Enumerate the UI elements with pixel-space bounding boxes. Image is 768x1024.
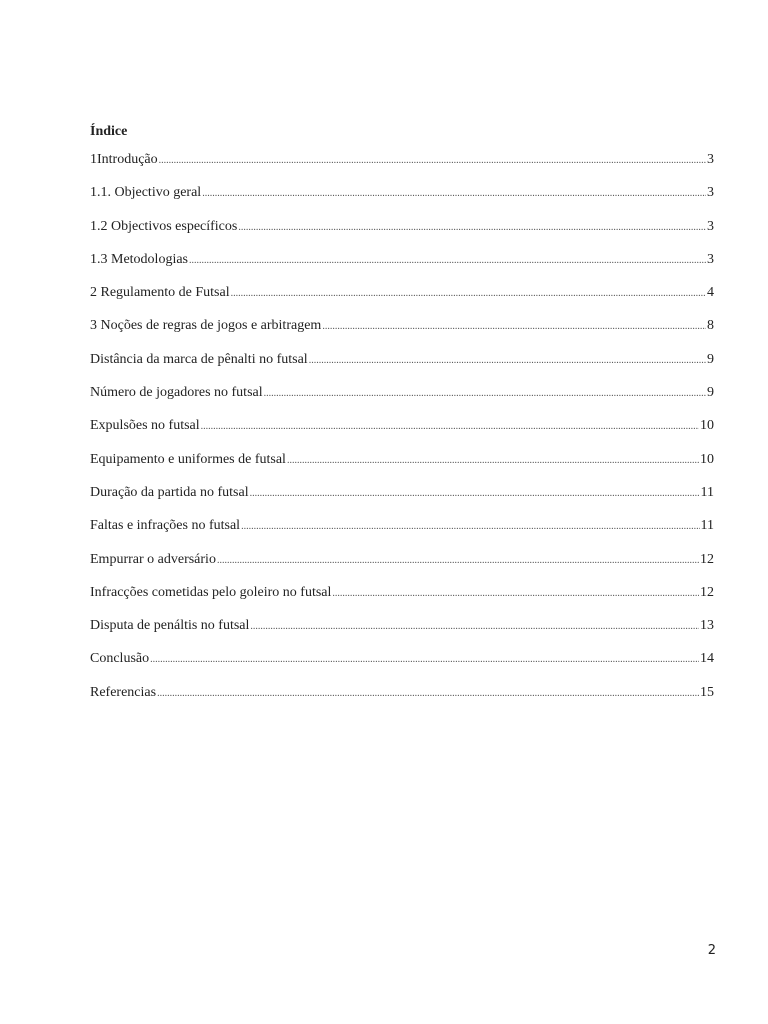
toc-entry[interactable]: [90, 451, 714, 484]
toc-leader-dots: [157, 685, 699, 703]
toc-leader-dots: [322, 318, 706, 336]
toc-entry[interactable]: [90, 617, 714, 650]
toc-entry-page: 9: [707, 385, 714, 401]
toc-leader-dots: [250, 485, 700, 503]
toc-entry[interactable]: [90, 351, 714, 384]
toc-entry-label: 2 Regulamento de Futsal: [90, 285, 230, 301]
toc-list: [90, 151, 714, 717]
toc-entry-page: 10: [700, 451, 714, 467]
toc-entry-label: Conclusão: [90, 651, 150, 667]
toc-entry-page: 15: [700, 684, 714, 700]
toc-title: Índice: [90, 124, 128, 139]
toc-entry-label: Infracções cometidas pelo goleiro no futsal: [90, 584, 332, 600]
toc-entry-page: 3: [707, 251, 714, 267]
toc-entry[interactable]: [90, 384, 714, 417]
toc-entry-label: Referencias: [90, 684, 157, 700]
toc-entry[interactable]: [90, 584, 714, 617]
toc-entry[interactable]: [90, 551, 714, 584]
toc-entry[interactable]: [90, 184, 714, 217]
toc-entry-page: 12: [700, 551, 714, 567]
toc-entry-page: 13: [700, 618, 714, 634]
toc-leader-dots: [250, 618, 699, 636]
toc-entry-label: 1.2 Objectivos específicos: [90, 218, 238, 234]
toc-entry-page: 4: [707, 285, 714, 301]
toc-leader-dots: [287, 452, 699, 470]
toc-entry[interactable]: [90, 284, 714, 317]
toc-entry[interactable]: [90, 417, 714, 450]
toc-entry-page: 11: [700, 518, 714, 534]
toc-entry[interactable]: [90, 151, 714, 184]
toc-entry-page: 3: [707, 152, 714, 167]
toc-entry-label: Equipamento e uniformes de futsal: [90, 451, 286, 467]
toc-leader-dots: [332, 585, 699, 603]
toc-leader-dots: [309, 352, 706, 370]
toc-entry[interactable]: [90, 517, 714, 550]
toc-entry-page: 14: [700, 651, 714, 667]
toc-leader-dots: [159, 152, 706, 170]
toc-entry-page: 8: [707, 318, 714, 334]
toc-leader-dots: [231, 285, 706, 303]
toc-entry[interactable]: [90, 684, 714, 717]
toc-entry-label: Expulsões no futsal: [90, 418, 200, 434]
toc-leader-dots: [202, 185, 706, 203]
toc-entry-page: 3: [707, 185, 714, 201]
toc-entry-label: Empurrar o adversário: [90, 551, 216, 567]
toc-entry-label: 1Introdução: [90, 152, 158, 167]
toc-entry-page: 12: [700, 584, 714, 600]
toc-entry-label: Disputa de penáltis no futsal: [90, 618, 250, 634]
toc-entry-page: 11: [700, 484, 714, 500]
toc-leader-dots: [241, 518, 699, 536]
toc-leader-dots: [264, 385, 706, 403]
toc-entry-label: Número de jogadores no futsal: [90, 385, 263, 401]
toc-entry[interactable]: [90, 218, 714, 251]
toc-leader-dots: [238, 219, 706, 237]
toc-leader-dots: [189, 252, 706, 270]
toc-entry-label: 1.1. Objectivo geral: [90, 185, 202, 201]
toc-entry-page: 10: [700, 418, 714, 434]
toc-entry[interactable]: [90, 484, 714, 517]
toc-entry-label: Distância da marca de pênalti no futsal: [90, 351, 308, 367]
toc-entry-label: Faltas e infrações no futsal: [90, 518, 241, 534]
toc-entry-label: Duração da partida no futsal: [90, 484, 249, 500]
toc-entry-label: 1.3 Metodologias: [90, 251, 188, 267]
toc-entry-page: 9: [707, 351, 714, 367]
toc-leader-dots: [217, 552, 699, 570]
toc-entry-label: 3 Noções de regras de jogos e arbitragem: [90, 318, 322, 334]
toc-leader-dots: [201, 418, 699, 436]
toc-leader-dots: [150, 651, 699, 669]
toc-entry-page: 3: [707, 218, 714, 234]
toc-entry[interactable]: [90, 251, 714, 284]
toc-entry[interactable]: [90, 650, 714, 683]
page-number: 2: [707, 943, 716, 958]
toc-entry[interactable]: [90, 317, 714, 350]
